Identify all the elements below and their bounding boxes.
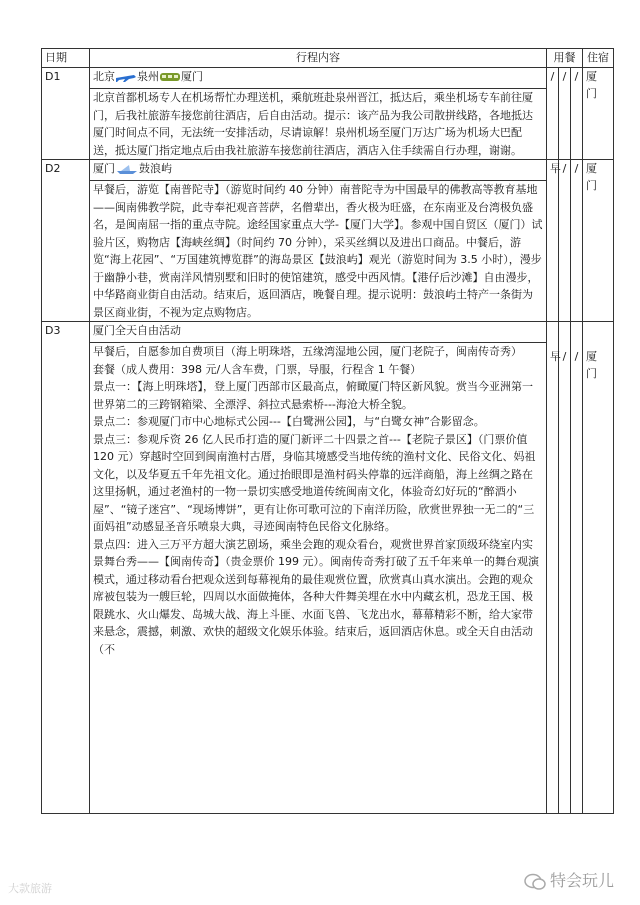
day3-label: D3	[42, 322, 90, 814]
day1-label: D1	[42, 68, 90, 160]
day3-title-row	[42, 322, 614, 343]
day3-paragraph: 景点二：参观厦门市中心地标式公园---【白鹭洲公园】，与“白鹭女神”合影留念。	[93, 415, 485, 428]
day2-title: 厦门 鼓浪屿	[90, 160, 547, 181]
day2-title-row	[42, 160, 614, 181]
itinerary-table	[41, 48, 614, 814]
day3-stay: 厦门	[583, 322, 614, 814]
day3-paragraph: 景点三：参观斥资 26 亿人民币打造的厦门新评二十四景之首---【老院子景区】（门票价值 120 元）穿越时空回到闽南渔村古厝，身临其境感受当地传统的渔村文化、民俗文化、妈祖文化，以及华夏五千年先祖文化。通过抬眼即是渔村码头停靠的远洋商船，海上丝绸之路在这里扬帆，通过老渔村的一物一景切实感受地道传统闽南文化，体验奇幻好玩的“醉酒小屋”、“镜子迷宫”、“现场博饼”，更有让你可歌可泣的下南洋历险，欣赏世界独一无二的“三面妈祖”动感显圣音乐喷泉大典，寻迹闽南特色民俗文化脉络。	[93, 432, 536, 533]
header-meal: 用餐	[547, 49, 583, 68]
watermark-right: 特会玩儿	[524, 868, 614, 891]
day1-meal-lunch: /	[559, 68, 571, 160]
day3-meal-lunch: /	[559, 322, 571, 814]
day3-title: 厦门全天自由活动	[90, 322, 547, 343]
day2-label: D2	[42, 160, 90, 322]
day3-paragraph: 景点四：进入三万平方超大演艺剧场，乘坐会跑的观众看台，观赏世界首家顶级环绕室内实景舞台秀——【闽南传奇】（贵金票价 199 元）。闽南传奇秀打破了五千年来单一的舞台观演模式，通过移动看台把观众送到每幕视角的最佳观赏位置，欣赏真山真水演出。会跑的观众席被包装为一艘巨轮，四周以水面做掩体，各种大件舞美埋在水中内藏玄机，恐龙王国、极限跳水、火山爆发、岛城大战、海上斗匪、水面飞兽、飞龙出水，幕幕精彩不断，给大家带来悬念，震撼，刺激、欢快的超级文化娱乐体验。结束后，返回酒店休息。或全天自由活动（不	[93, 537, 539, 656]
day2-meal-lunch: /	[559, 160, 571, 322]
watermark-left: 大款旅游	[8, 882, 52, 895]
day2-meal-breakfast: 早	[547, 160, 559, 322]
header-row	[42, 49, 614, 68]
day1-stay: 厦门	[583, 68, 614, 160]
day1-body: 北京首都机场专人在机场帮忙办理送机，乘航班赴泉州晋江，抵达后，乘坐机场专车前往厦门，后我社旅游车接您前往酒店，后自由活动。提示：该产品为我公司散拼线路，各地抵达厦门时间点不同，无法统一安排活动，尽请谅解！泉州机场至厦门万达广场为机场大巴配送，抵达厦门指定地点后由我社旅游车接您前往酒店，酒店入住手续需自行办理，谢谢。	[90, 89, 547, 160]
day2-meal-dinner: /	[571, 160, 583, 322]
train-icon	[159, 71, 181, 83]
day3-paragraph: 景点一：【海上明珠塔】，登上厦门西部市区最高点，俯瞰厦门特区新风貌。赏当今亚洲第一世界第二的三跨钢箱梁、全漂浮、斜拉式悬索桥---海沧大桥全貌。	[93, 380, 533, 411]
day3-paragraph: 套餐（成人费用：398 元/人含车费，门票，导服，行程含 1 午餐）	[93, 362, 422, 376]
day1-title-row	[42, 68, 614, 89]
day2-stay: 厦门	[583, 160, 614, 322]
day1-meal-breakfast: /	[547, 68, 559, 160]
day2-body: 早餐后，游览【南普陀寺】（游览时间约 40 分钟）南普陀寺为中国最早的佛教高等教育基地——闽南佛教学院，此寺奉祀观音菩萨，名僧辈出，香火极为旺盛，在东南亚及台湾极负盛名，是闽南屈一指的重点寺院。途经国家重点大学-【厦门大学】。参观中国自贸区（厦门）试验片区，购物店【海峡丝绸】（时间约 70 分钟），采买丝绸以及进出口商品。中餐后，游览“海上花园”、“万国建筑博览群”的海岛景区【鼓浪屿】观光（游览时间为 3.5 小时），漫步于幽静小巷，赏南洋风情别墅和旧时的使馆建筑，感受中西风情。【港仔后沙滩】自由漫步，中华路商业街自由活动。结束后，返回酒店，晚餐自理。提示说明：鼓浪屿土特产一条街为景区商业街，不视为定点购物店。	[90, 181, 547, 322]
day3-meal-breakfast: 早	[547, 322, 559, 814]
day3-body-row	[42, 343, 614, 814]
wechat-icon	[524, 873, 546, 891]
day1-title: 北京 泉州 厦门	[90, 68, 547, 89]
header-stay: 住宿	[583, 49, 614, 68]
day3-meal-dinner: /	[571, 322, 583, 814]
ship-icon	[115, 163, 139, 175]
header-content: 行程内容	[90, 49, 547, 68]
plane-icon	[115, 71, 137, 83]
day3-paragraph: 早餐后，自愿参加自费项目（海上明珠塔，五缘湾湿地公园，厦门老院子，闽南传奇秀）	[93, 345, 522, 358]
day2-body-row	[42, 181, 614, 322]
day1-meal-dinner: /	[571, 68, 583, 160]
day1-body-row	[42, 89, 614, 160]
header-day: 日期	[42, 49, 90, 68]
day3-body	[90, 343, 547, 814]
